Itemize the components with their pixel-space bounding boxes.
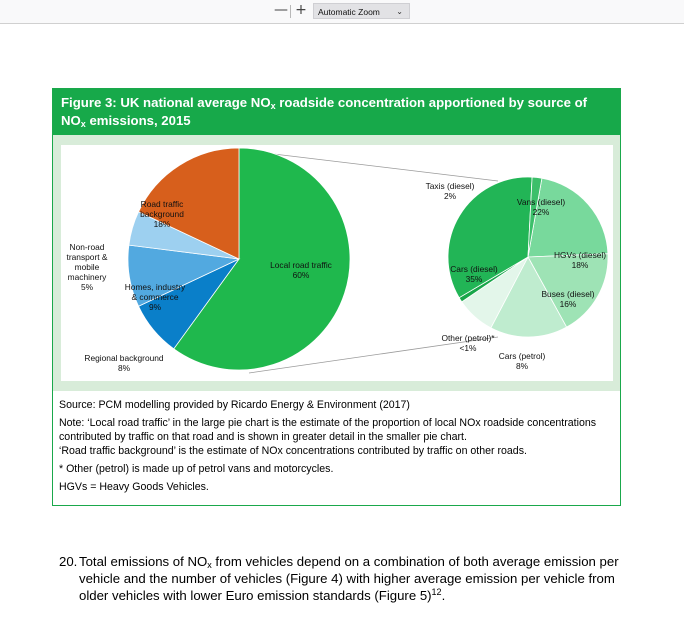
source-note: Source: PCM modelling provided by Ricardo Energy & Environment (2017): [59, 399, 410, 411]
large-pie-label-non-road-transport-mobile-machinery: Non-road transport & mobile machinery 5%: [66, 242, 108, 292]
small-pie-label-cars-petrol: Cars (petrol) 8%: [498, 351, 546, 371]
zoom-select-value: Automatic Zoom: [318, 7, 380, 17]
figure-title: Figure 3: UK national average $NO_x$ roadside concentration apportioned by source of $NO_x$ emissions, 2015: [53, 89, 620, 135]
paragraph-number: 20.: [59, 554, 78, 569]
zoom-out-button[interactable]: —: [274, 2, 288, 18]
other-petrol-note: * Other (petrol) is made up of petrol vans and motorcycles.: [59, 463, 334, 475]
figure-notes: [59, 398, 614, 498]
paragraph-text: Total emissions of $NO_x$ from vehicles depend on a combination of both average emission per vehicle and the number of vehicles (Figure 4) with higher average emission per vehicle from older vehicles with lower Euro emission standards (Figure 5)$^{12}$.: [79, 554, 619, 603]
zoom-in-button[interactable]: +: [295, 2, 307, 18]
large-pie-label-road-traffic-background: Road traffic background 18%: [140, 199, 184, 229]
chart-area: [61, 145, 613, 381]
small-pie-label-taxis-diesel: Taxis (diesel) 2%: [425, 181, 475, 201]
small-pie-label-hgvs-diesel: HGVs (diesel) 18%: [553, 250, 607, 270]
large-pie-label-regional-background: Regional background 8%: [84, 353, 164, 373]
small-pie-label-vans-diesel: Vans (diesel) 22%: [516, 197, 566, 217]
large-pie-label-homes-industry-commerce: Homes, industry & commerce 9%: [124, 282, 186, 312]
small-pie-label-buses-diesel: Buses (diesel) 16%: [541, 289, 595, 309]
zoom-select[interactable]: [313, 3, 410, 19]
pdf-toolbar: [0, 0, 684, 24]
pie-charts: [61, 145, 613, 381]
large-pie-label-local-road-traffic: Local road traffic 60%: [270, 260, 332, 280]
chevron-down-icon: ⌄: [396, 7, 403, 16]
small-pie-label-other-petrol: Other (petrol)* <1%: [441, 333, 495, 353]
small-pie-label-cars-diesel: Cars (diesel) 35%: [450, 264, 498, 284]
toolbar-separator: [290, 5, 291, 18]
road-background-note: ‘Road traffic background’ is the estimate of NOx concentrations contributed by traffic on other roads.: [59, 445, 527, 457]
hgv-note: HGVs = Heavy Goods Vehicles.: [59, 481, 209, 493]
figure-box: [52, 88, 621, 506]
chart-frame: [53, 135, 620, 391]
local-road-note: Note: ‘Local road traffic’ in the large pie chart is the estimate of the proportion of local NOx roadside concentrations contributed by traffic on that road and is shown in greater detail in the smaller pie chart.: [59, 417, 597, 443]
